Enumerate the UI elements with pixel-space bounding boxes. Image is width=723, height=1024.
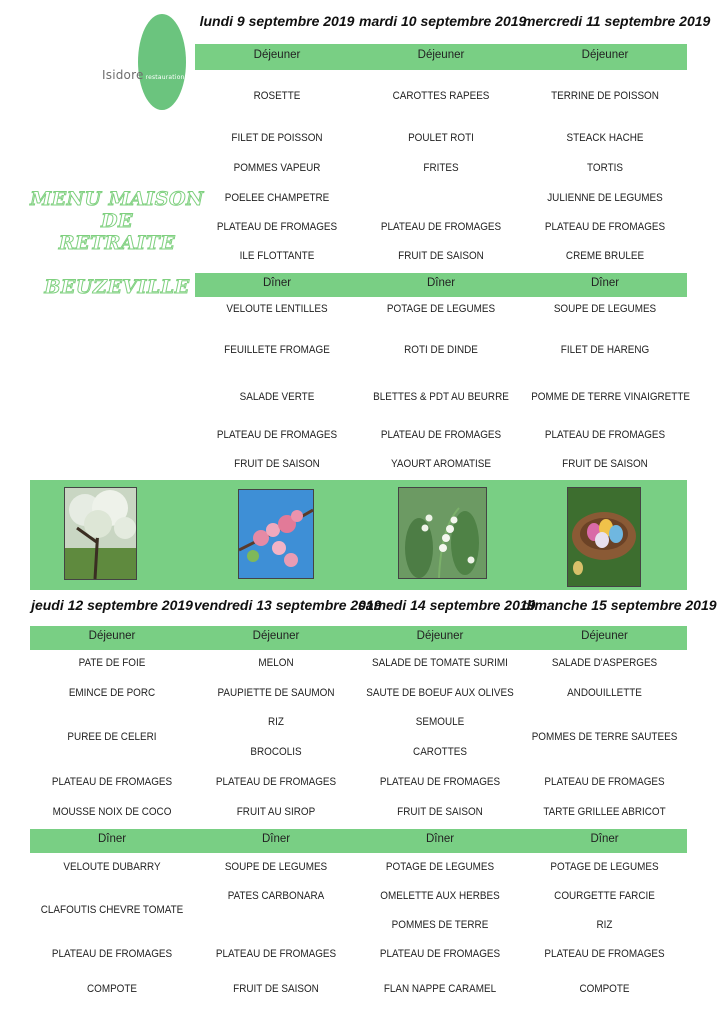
menu-item: VELOUTE DUBARRY <box>63 861 161 873</box>
blossoming-tree-photo <box>64 487 137 580</box>
menu-item: SOUPE DE LEGUMES <box>224 861 328 873</box>
day-header: dimanche 15 septembre 2019 <box>522 597 717 613</box>
dinner-label: Dîner <box>262 277 292 289</box>
menu-item: BROCOLIS <box>250 746 302 758</box>
logo-brand: Isidore <box>102 68 144 82</box>
title-line-1: MENU MAISON DE <box>30 188 204 232</box>
menu-item: POMMES DE TERRE <box>391 919 489 931</box>
menu-item: PLATEAU DE FROMAGES <box>544 948 665 960</box>
dinner-label: Dîner <box>261 833 291 845</box>
pink-blossom-branch-photo <box>238 489 314 579</box>
menu-item: JULIENNE DE LEGUMES <box>547 192 663 204</box>
menu-item: COMPOTE <box>86 983 138 995</box>
day-header: mercredi 11 septembre 2019 <box>523 13 711 29</box>
menu-item: FRUIT AU SIROP <box>236 806 316 818</box>
lunch-label: Déjeuner <box>252 630 300 642</box>
menu-item: STEACK HACHE <box>566 132 644 144</box>
menu-item: POTAGE DE LEGUMES <box>550 861 659 873</box>
menu-item: ROTI DE DINDE <box>404 344 478 356</box>
menu-item: CREME BRULEE <box>565 250 645 262</box>
easter-eggs-nest-photo <box>567 487 641 587</box>
day-header: mardi 10 septembre 2019 <box>359 13 527 29</box>
menu-item: PUREE DE CELERI <box>67 731 157 743</box>
logo <box>102 68 185 82</box>
menu-item: PATES CARBONARA <box>227 890 325 902</box>
menu-item: TERRINE DE POISSON <box>551 90 659 102</box>
lunch-label: Déjeuner <box>581 630 628 642</box>
menu-item: COMPOTE <box>579 983 630 995</box>
day-header: lundi 9 septembre 2019 <box>199 13 355 29</box>
lunch-label: Déjeuner <box>416 630 464 642</box>
menu-item: BLETTES & PDT AU BEURRE <box>373 391 509 403</box>
dinner-label: Dîner <box>426 277 456 289</box>
menu-item: CAROTTES RAPEES <box>392 90 490 102</box>
menu-item: OMELETTE AUX HERBES <box>380 890 500 902</box>
menu-item: PLATEAU DE FROMAGES <box>215 776 337 788</box>
menu-item: YAOURT AROMATISE <box>391 458 491 470</box>
menu-item: POMMES VAPEUR <box>233 162 321 174</box>
logo-circle <box>138 14 186 110</box>
lily-of-the-valley-photo <box>398 487 487 579</box>
menu-item: SALADE DE TOMATE SURIMI <box>372 657 508 669</box>
title-line-3: BEUZEVILLE <box>44 276 190 298</box>
menu-item: FRUIT DE SAISON <box>233 983 319 995</box>
menu-item: FRUIT DE SAISON <box>562 458 648 470</box>
menu-item: TARTE GRILLEE ABRICOT <box>543 806 666 818</box>
menu-item: PLATEAU DE FROMAGES <box>216 429 338 441</box>
menu-item: FILET DE HARENG <box>560 344 650 356</box>
menu-item: PLATEAU DE FROMAGES <box>380 429 502 441</box>
dinner-label: Dîner <box>425 833 455 845</box>
menu-item: POULET ROTI <box>408 132 474 144</box>
menu-item: RIZ <box>268 716 284 728</box>
day-header: jeudi 12 septembre 2019 <box>31 597 193 613</box>
dinner-label: Dîner <box>590 277 620 289</box>
menu-item: PLATEAU DE FROMAGES <box>379 776 501 788</box>
menu-item: RIZ <box>596 919 613 931</box>
dinner-label: Dîner <box>590 833 619 845</box>
menu-item: PLATEAU DE FROMAGES <box>544 776 665 788</box>
menu-item: FRUIT DE SAISON <box>234 458 320 470</box>
day-header: vendredi 13 septembre 2019 <box>194 597 382 613</box>
menu-item: EMINCE DE PORC <box>68 687 156 699</box>
menu-item: SOUPE DE LEGUMES <box>553 303 657 315</box>
menu-item: FEUILLETE FROMAGE <box>224 344 330 356</box>
menu-item: PATE DE FOIE <box>78 657 146 669</box>
day-header: samedi 14 septembre 2019 <box>358 597 536 613</box>
menu-item: POTAGE DE LEGUMES <box>386 303 496 315</box>
menu-item: PLATEAU DE FROMAGES <box>544 429 666 441</box>
menu-item: FRITES <box>423 162 459 174</box>
menu-item: FILET DE POISSON <box>231 132 323 144</box>
menu-item: MELON <box>258 657 294 669</box>
menu-item: POMMES DE TERRE SAUTEES <box>531 731 678 743</box>
menu-item: FRUIT DE SAISON <box>397 806 483 818</box>
lunch-label: Déjeuner <box>88 630 136 642</box>
menu-item: TORTIS <box>587 162 623 174</box>
menu-item: COURGETTE FARCIE <box>554 890 655 902</box>
menu-item: MOUSSE NOIX DE COCO <box>52 806 172 818</box>
menu-item: PLATEAU DE FROMAGES <box>216 221 338 233</box>
menu-item: SAUTE DE BOEUF AUX OLIVES <box>366 687 514 699</box>
menu-item: PAUPIETTE DE SAUMON <box>217 687 335 699</box>
logo-sub: restauration <box>145 74 185 81</box>
lunch-label: Déjeuner <box>417 49 465 61</box>
lunch-label: Déjeuner <box>581 49 629 61</box>
menu-item: SEMOULE <box>415 716 465 728</box>
menu-item: ROSETTE <box>253 90 301 102</box>
title-line-2: RETRAITE <box>58 232 176 254</box>
menu-item: FRUIT DE SAISON <box>398 250 484 262</box>
menu-item: CLAFOUTIS CHEVRE TOMATE <box>40 904 184 916</box>
menu-item: PLATEAU DE FROMAGES <box>544 221 666 233</box>
menu-item: PLATEAU DE FROMAGES <box>215 948 337 960</box>
dinner-label: Dîner <box>97 833 127 845</box>
menu-item: SALADE VERTE <box>239 391 315 403</box>
menu-item: FLAN NAPPE CARAMEL <box>383 983 497 995</box>
menu-item: PLATEAU DE FROMAGES <box>51 948 173 960</box>
menu-item: PLATEAU DE FROMAGES <box>379 948 501 960</box>
menu-item: PLATEAU DE FROMAGES <box>380 221 502 233</box>
lunch-label: Déjeuner <box>253 49 301 61</box>
menu-item: PLATEAU DE FROMAGES <box>51 776 173 788</box>
menu-item: POTAGE DE LEGUMES <box>385 861 495 873</box>
menu-item: CAROTTES <box>413 746 467 758</box>
menu-item: POMME DE TERRE VINAIGRETTE <box>531 391 690 403</box>
menu-item: SALADE D'ASPERGES <box>551 657 658 669</box>
menu-item: POELEE CHAMPETRE <box>224 192 330 204</box>
menu-item: VELOUTE LENTILLES <box>226 303 328 315</box>
menu-item: ILE FLOTTANTE <box>239 250 315 262</box>
menu-item: ANDOUILLETTE <box>567 687 642 699</box>
